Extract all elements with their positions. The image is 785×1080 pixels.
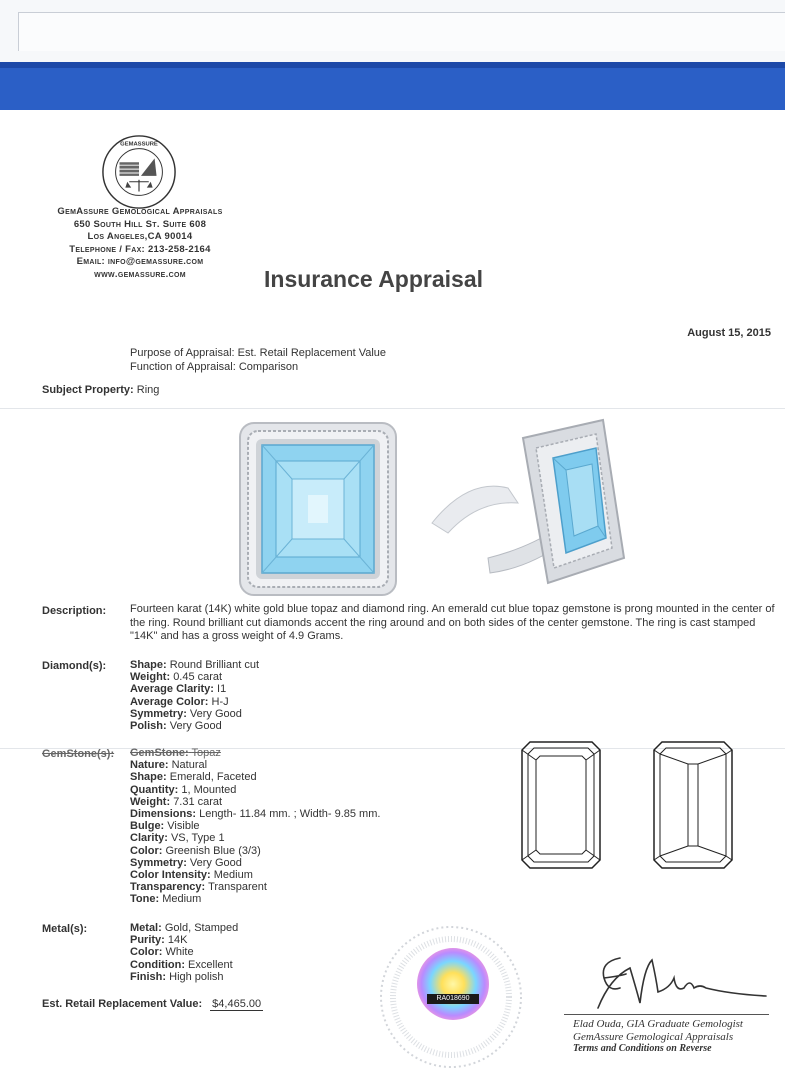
field-value: Round Brilliant cut (169, 659, 260, 671)
field-row (130, 747, 380, 759)
function-value: Comparison (238, 361, 299, 373)
field-value: Greenish Blue (3/3) (165, 844, 261, 857)
gemstone-fields (130, 747, 380, 906)
diamonds-fields (130, 659, 259, 732)
subject-value: Ring (136, 384, 160, 396)
signer-block (573, 1018, 743, 1056)
signature-icon (590, 948, 770, 1012)
subject-property (42, 384, 159, 396)
company-address: 650 South Hill St. Suite 608 (73, 218, 207, 230)
field-value: Natural (171, 759, 208, 772)
background-document-strip (0, 0, 785, 63)
field-value: 0.45 carat (173, 671, 223, 684)
company-website: www.gemassure.com (94, 268, 186, 280)
retail-value-amount: $4,465.00 (212, 998, 262, 1010)
ring-photo-side (428, 408, 628, 603)
field-row (130, 671, 259, 683)
field-key: Transparency: (130, 881, 206, 894)
field-row (130, 708, 259, 720)
company-city: Los Angeles,CA 90014 (87, 231, 193, 242)
function-label: Function of Appraisal: (130, 361, 236, 373)
field-row (130, 771, 380, 783)
field-key: Shape: (130, 659, 167, 671)
field-row (130, 959, 238, 971)
field-row (130, 971, 238, 983)
field-row (130, 946, 238, 958)
field-row (130, 869, 380, 881)
purpose-block (130, 346, 386, 374)
signer-name: Elad Ouda, GIA Graduate Gemologist (573, 1018, 743, 1030)
subject-label: Subject Property: (42, 384, 134, 396)
field-row (130, 893, 380, 905)
terms-note: Terms and Conditions on Reverse (573, 1043, 712, 1054)
company-block (20, 206, 260, 281)
field-value: Medium (213, 869, 253, 882)
field-key: Weight: (130, 795, 171, 808)
hologram-seal-icon (417, 948, 489, 1020)
field-key: Dimensions: (130, 808, 197, 821)
field-key: Nature: (130, 759, 169, 772)
company-email: Email: info@gemassure.com (76, 256, 204, 267)
field-key: Purity: (130, 934, 165, 947)
gemstone-label: GemStone(s): (42, 748, 115, 760)
metal-fields (130, 922, 238, 983)
field-row (130, 796, 380, 808)
field-row (130, 832, 380, 844)
field-row (130, 784, 380, 796)
field-value: Emerald, Faceted (169, 771, 257, 784)
field-key: Finish: (130, 970, 167, 983)
field-value: VS, Type 1 (170, 832, 225, 845)
field-value: I1 (217, 683, 227, 696)
document-title: Insurance Appraisal (264, 266, 484, 292)
field-row (130, 659, 259, 671)
field-row (130, 759, 380, 771)
field-row (130, 857, 380, 869)
metal-label: Metal(s): (42, 923, 88, 935)
field-value: Medium (162, 893, 202, 906)
ring-photo-front (238, 415, 398, 600)
field-row (130, 683, 259, 695)
field-value: Very Good (169, 720, 222, 733)
company-phone: Telephone / Fax: 213-258-2164 (69, 243, 211, 255)
field-value: Very Good (189, 856, 242, 869)
field-key: Condition: (130, 958, 185, 971)
description-label: Description: (42, 605, 107, 617)
field-key: Metal: (130, 922, 162, 934)
blue-header-band (0, 62, 785, 110)
fold-line (0, 408, 785, 409)
field-value: Excellent (188, 958, 233, 971)
signature-line (564, 1014, 769, 1015)
field-key: Average Color: (130, 695, 209, 708)
field-value: Gold, Stamped (164, 922, 239, 934)
field-row (130, 808, 380, 820)
field-value: H-J (211, 695, 229, 708)
emerald-cut-top-view-diagram (520, 740, 602, 870)
signer-company: GemAssure Gemological Appraisals (573, 1030, 734, 1043)
purpose-value: Est. Retail Replacement Value (237, 347, 387, 359)
field-key: Color: (130, 946, 163, 959)
field-value: Visible (167, 820, 200, 833)
field-row (130, 820, 380, 832)
field-key: Weight: (130, 671, 171, 684)
field-row (130, 696, 259, 708)
field-row (130, 922, 238, 934)
field-row (130, 845, 380, 857)
field-key: Symmetry: (130, 707, 187, 720)
retail-value (42, 998, 263, 1011)
field-value: 1, Mounted (181, 783, 237, 796)
field-key: Polish: (130, 720, 167, 733)
field-key: Tone: (130, 893, 160, 906)
purpose-label: Purpose of Appraisal: (130, 347, 235, 359)
field-key: Bulge: (130, 820, 165, 833)
seal-code: RA018690 (427, 994, 479, 1004)
field-row (130, 881, 380, 893)
diamonds-label: Diamond(s): (42, 660, 107, 672)
field-key: Color Intensity: (130, 869, 211, 882)
field-key: Shape: (130, 771, 167, 784)
field-row (130, 720, 259, 732)
retail-value-label: Est. Retail Replacement Value: (42, 998, 203, 1010)
field-key: Average Clarity: (130, 683, 214, 696)
field-value: 7.31 carat (173, 795, 223, 808)
field-value: Transparent (208, 881, 267, 894)
svg-text:GEMASSURE: GEMASSURE (120, 141, 158, 148)
field-key: Symmetry: (130, 856, 187, 869)
company-name: GemAssure Gemological Appraisals (57, 206, 223, 217)
field-value: Very Good (189, 707, 242, 720)
gemassure-logo (100, 133, 178, 211)
field-value: High polish (169, 970, 224, 983)
field-key: Quantity: (130, 783, 179, 796)
field-value: Topaz (191, 747, 221, 759)
field-key: Color: (130, 844, 163, 857)
appraisal-date: August 15, 2015 (687, 327, 771, 339)
field-key: GemStone: (130, 747, 189, 759)
field-row (130, 934, 238, 946)
emerald-cut-pavilion-diagram (652, 740, 734, 870)
field-value: Length- 11.84 mm. ; Width- 9.85 mm. (199, 808, 381, 821)
description-text: Fourteen karat (14K) white gold blue topaz and diamond ring. An emerald cut blue topaz gemstone is prong mounted in the center of the ring. Round brilliant cut diamonds accent the ring around and on both sides of the center gemstone. The ring is cast stamped "14K" and has a gross weight of 4.9 Grams. (130, 603, 775, 643)
field-key: Clarity: (130, 832, 168, 845)
field-value: 14K (167, 934, 188, 947)
field-value: White (165, 946, 194, 959)
